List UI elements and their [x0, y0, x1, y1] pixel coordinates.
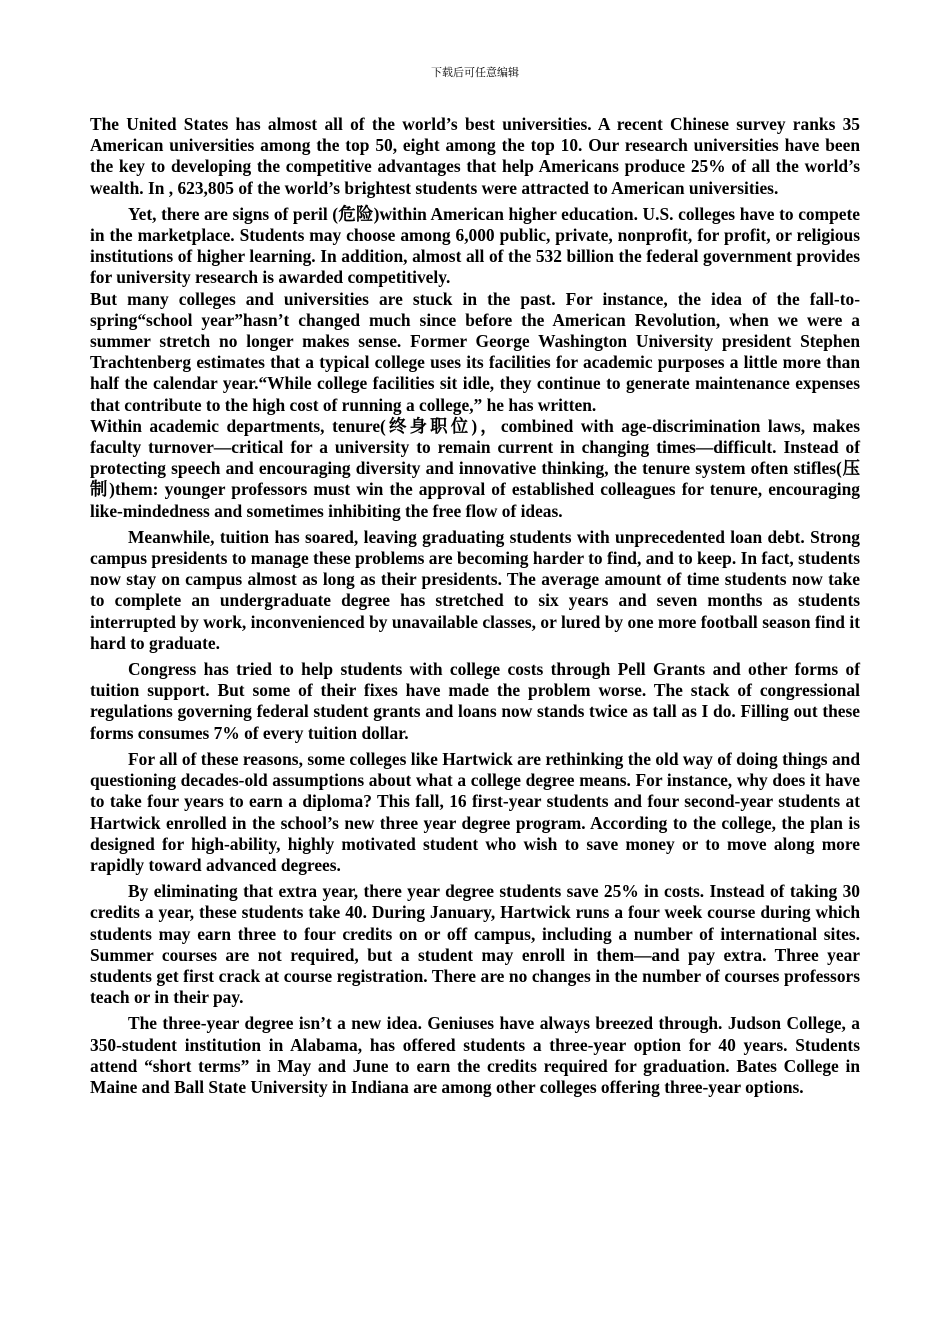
- paragraph-congress: Congress has tried to help students with college costs through Pell Grants and other forms of tuition support. But some of their fixes have made the problem worse. The stack of congressional regulations governing federal student grants and loans now stands twice as tall as I do. Filling out these forms consumes 7% of every tuition dollar.: [90, 659, 860, 743]
- paragraph-extra-year: By eliminating that extra year, there year degree students save 25% in costs. Instead of taking 30 credits a year, these students take 40. During January, Hartwick runs a four week course during which students may earn three to four credits on or off campus, including a number of international sites. Summer courses are not required, but a student may enroll in them—and pay extra. Three year students get first crack at course registration. There are no changes in the number of courses professors teach or in their pay.: [90, 881, 860, 1008]
- paragraph-tenure: Within academic departments, tenure(终身职位)，combined with age-discrimination laws, makes faculty turnover—critical for a university to remain current in changing times—difficult. Instead of protecting speech and encouraging diversity and innovative thinking, the tenure system often stifles(压制)them: younger professors must win the approval of established colleagues for tenure, encouraging like-mindedness and sometimes inhibiting the free flow of ideas.: [90, 415, 860, 521]
- article-body: [90, 114, 860, 1098]
- page-header: 下载后可任意编辑: [431, 66, 519, 79]
- paragraph-intro: The United States has almost all of the world’s best universities. A recent Chinese survey ranks 35 American universities among the top 50, eight among the top 10. Our research universities have been the key to developing the competitive advantages that help Americans produce 25% of all the world’s wealth. In , 623,805 of the world’s brightest students were attracted to American universities.: [90, 114, 860, 198]
- paragraph-tuition: Meanwhile, tuition has soared, leaving graduating students with unprecedented loan debt. Strong campus presidents to manage these problems are becoming harder to find, and to keep. In fact, students now stay on campus almost as long as their presidents. The average amount of time students now take to complete an undergraduate degree has stretched to six years and seven months as students interrupted by work, inconvenienced by unavailable classes, or lured by one more football season find it hard to graduate.: [90, 526, 860, 653]
- paragraph-peril: Yet, there are signs of peril (危险)within American higher education. U.S. colleges have to compete in the marketplace. Students may choose among 6,000 public, private, nonprofit, for profit, or religious institutions of higher learning. In addition, almost all of the 532 billion the federal government provides for university research is awarded competitively.: [90, 203, 860, 288]
- paragraph-hartwick: For all of these reasons, some colleges like Hartwick are rethinking the old way of doing things and questioning decades-old assumptions about what a college degree means. For instance, why does it have to take four years to earn a diploma? This fall, 16 first-year students and four second-year students at Hartwick enrolled in the school’s new three year degree program. According to the college, the plan is designed for high-ability, highly motivated student who wish to save money or to move along more rapidly toward advanced degrees.: [90, 748, 860, 875]
- paragraph-three-year-degree: The three-year degree isn’t a new idea. Geniuses have always breezed through. Judson College, a 350-student institution in Alabama, has offered students a three-year option for 40 years. Students attend “short terms” in May and June to earn the credits required for graduation. Bates College in Maine and Ball State University in Indiana are among other colleges offering three-year options.: [90, 1013, 860, 1097]
- paragraph-stuck-in-past: But many colleges and universities are stuck in the past. For instance, the idea of the fall-to-spring“school year”hasn’t changed much since before the American Revolution, when we were a summer stretch no longer makes sense. Former George Washington University president Stephen Trachtenberg estimates that a typical college uses its facilities for academic purposes a little more than half the calendar year.“While college facilities sit idle, they continue to generate maintenance expenses that contribute to the high cost of running a college,” he has written.: [90, 288, 860, 415]
